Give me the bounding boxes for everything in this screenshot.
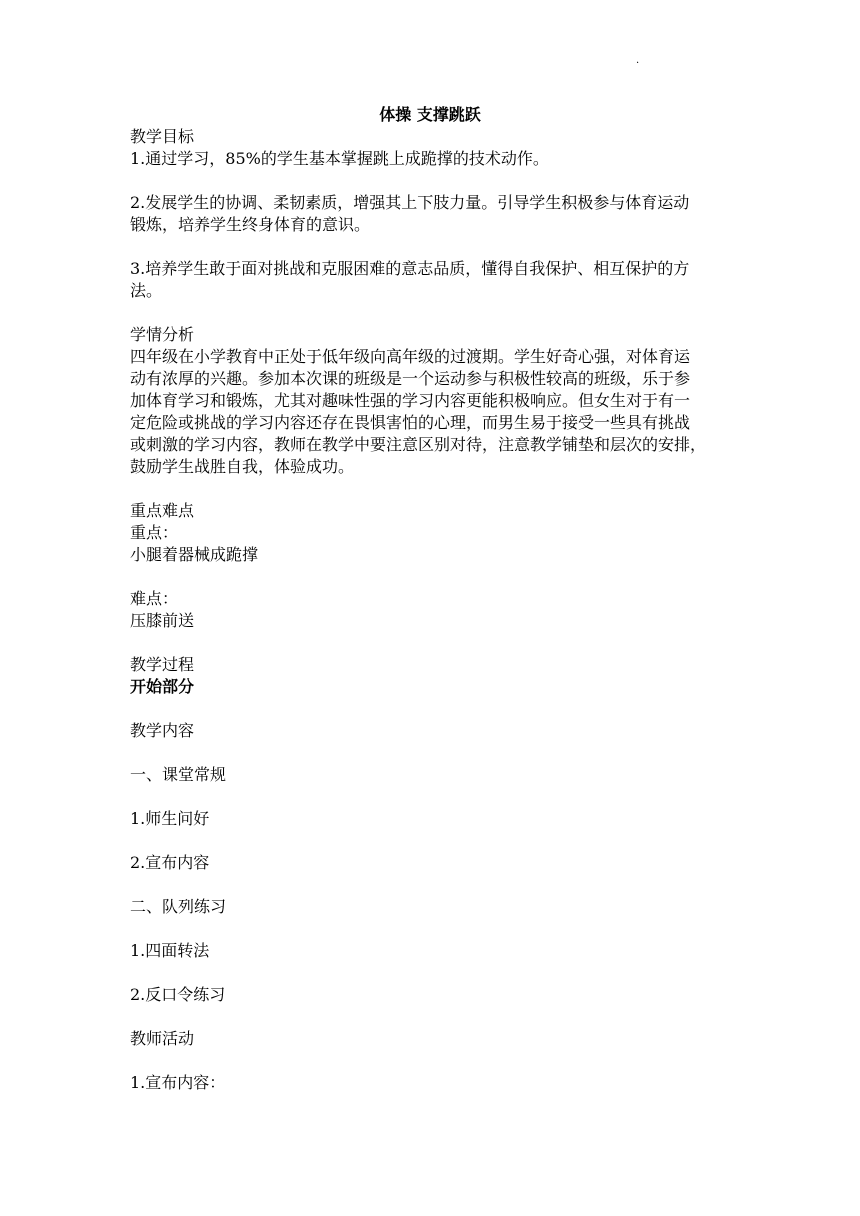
spacer [130, 698, 730, 720]
drill-item-2: 2.反口令练习 [130, 985, 226, 1004]
difficulty-label: 难点： [130, 589, 179, 608]
teacher-item-1: 1.宣布内容： [130, 1073, 226, 1092]
spacer [130, 874, 730, 896]
goal-item-2-line-2: 锻炼，培养学生终身体育的意识。 [130, 215, 371, 234]
analysis-line: 鼓励学生战胜自我，体验成功。 [130, 457, 355, 476]
routine-item-1: 1.师生问好 [130, 809, 210, 828]
spacer [130, 566, 730, 588]
spacer [130, 830, 730, 852]
key-value: 小腿着器械成跪撑 [130, 545, 259, 564]
analysis-line: 动有浓厚的兴趣。参加本次课的班级是一个运动参与积极性较高的班级，乐于参 [130, 369, 691, 388]
spacer [130, 632, 730, 654]
analysis-line: 定危险或挑战的学习内容还存在畏惧害怕的心理，而男生易于接受一些具有挑战 [130, 413, 691, 432]
spacer [130, 236, 730, 258]
spacer [130, 742, 730, 764]
goal-item-2-line-1: 2.发展学生的协调、柔韧素质，增强其上下肢力量。引导学生积极参与体育运动 [130, 193, 690, 212]
spacer [130, 478, 730, 500]
content-heading: 教学内容 [130, 721, 195, 740]
difficulty-value: 压膝前送 [130, 611, 195, 630]
key-label: 重点： [130, 523, 179, 542]
routine-heading: 一、课堂常规 [130, 765, 227, 784]
spacer [130, 786, 730, 808]
drill-heading: 二、队列练习 [130, 897, 227, 916]
keypoints-heading: 重点难点 [130, 501, 195, 520]
spacer [130, 1006, 730, 1028]
spacer [130, 170, 730, 192]
routine-item-2: 2.宣布内容 [130, 853, 210, 872]
goal-item-3-line-1: 3.培养学生敢于面对挑战和克服困难的意志品质，懂得自我保护、相互保护的方 [130, 259, 690, 278]
spacer [130, 302, 730, 324]
teacher-heading: 教师活动 [130, 1029, 195, 1048]
spacer [130, 1050, 730, 1072]
process-heading: 教学过程 [130, 655, 195, 674]
goal-item-3-line-2: 法。 [130, 281, 163, 300]
section-start-heading: 开始部分 [130, 677, 195, 696]
analysis-line: 四年级在小学教育中正处于低年级向高年级的过渡期。学生好奇心强，对体育运 [130, 347, 691, 366]
analysis-line: 或刺激的学习内容，教师在教学中要注意区别对待，注意教学铺垫和层次的安排， [130, 435, 707, 454]
spacer [130, 962, 730, 984]
analysis-heading: 学情分析 [130, 325, 195, 344]
spacer [130, 918, 730, 940]
analysis-line: 加体育学习和锻炼，尤其对趣味性强的学习内容更能积极响应。但女生对于有一 [130, 391, 691, 410]
goals-heading: 教学目标 [130, 127, 195, 146]
drill-item-1: 1.四面转法 [130, 941, 210, 960]
document-title: 体操 支撑跳跃 [379, 105, 481, 124]
goal-item-1: 1.通过学习，85%的学生基本掌握跳上成跪撑的技术动作。 [130, 149, 549, 168]
document-body [130, 126, 730, 1094]
page-mark: . [636, 55, 640, 66]
